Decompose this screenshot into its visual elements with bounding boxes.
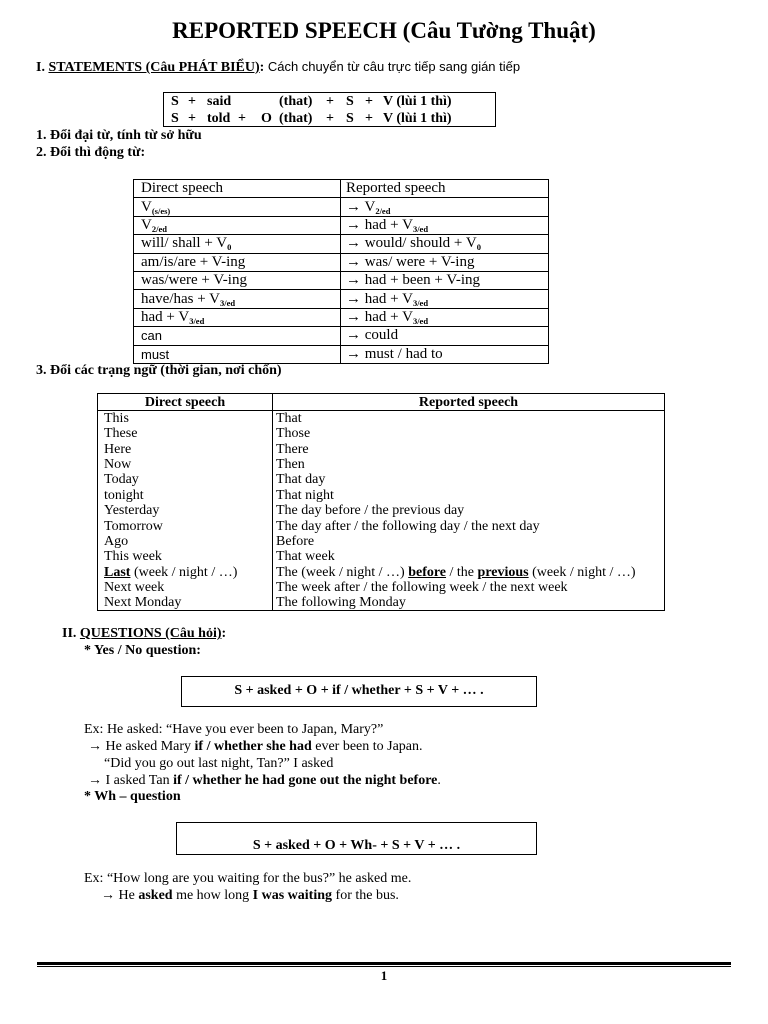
tense-reported-cell-run: → would/ should + V xyxy=(346,235,477,252)
adverb-direct-cell: This xyxy=(98,411,273,427)
tense-reported-cell-run: 2/ed xyxy=(375,205,391,216)
formula-token: + xyxy=(365,111,373,126)
page-number: 1 xyxy=(380,968,388,983)
adverb-table-row xyxy=(98,549,665,564)
yes-no-example-4 xyxy=(88,773,441,789)
adverb-table-row xyxy=(98,580,665,595)
formula-token: + xyxy=(326,111,334,126)
tense-reported-cell-run: 3/ed xyxy=(412,223,429,234)
adverb-table-row xyxy=(98,411,665,427)
adverb-table-row xyxy=(98,565,665,580)
yes-no-formula-box xyxy=(181,676,537,707)
adverb-reported-cell: Those xyxy=(273,426,665,441)
adverb-reported-cell-run: The (week / night / …) xyxy=(276,564,409,580)
formula-token: V (lùi 1 thì) xyxy=(383,94,452,109)
tense-direct-cell xyxy=(134,308,341,326)
wh-question-label: * Wh – question xyxy=(84,789,181,804)
tense-reported-cell xyxy=(341,216,549,234)
adverb-reported-cell: There xyxy=(273,441,665,456)
formula-row-said xyxy=(164,93,495,110)
tense-direct-cell: was/were + V-ing xyxy=(134,271,341,289)
adverb-reported-cell-run: / the xyxy=(446,564,478,580)
tense-direct-cell-run: V xyxy=(141,198,152,215)
tense-direct-cell xyxy=(134,290,341,308)
wh-example-2-run: I was waiting xyxy=(252,888,333,903)
yes-no-example-2-run: ever been to Japan. xyxy=(311,739,423,754)
statements-heading-run: STATEMENTS (Câu PHÁT BIỂU) xyxy=(48,60,260,75)
step-pronouns: 1. Đổi đại từ, tính từ sở hữu xyxy=(36,128,202,143)
tense-direct-cell xyxy=(134,198,341,216)
tense-reported-cell-run: 3/ed xyxy=(412,297,429,308)
statement-formula-box xyxy=(163,92,496,127)
tense-direct-cell-run: have/has + V xyxy=(141,290,220,307)
adverb-reported-cell: That day xyxy=(273,472,665,487)
tense-reported-cell-run: 3/ed xyxy=(412,315,429,326)
tense-table-row xyxy=(134,290,549,308)
adverb-direct-cell: Next week xyxy=(98,580,273,595)
adverb-change-table xyxy=(97,393,665,611)
adverb-reported-cell xyxy=(273,565,665,580)
adverb-reported-cell: The following Monday xyxy=(273,595,665,611)
adverb-direct-cell-run: (week / night / …) xyxy=(130,564,238,580)
wh-example-2-run: → He xyxy=(101,888,139,903)
tense-direct-cell-run: 3/ed xyxy=(220,297,236,308)
formula-token: + xyxy=(365,94,373,109)
statements-heading-line xyxy=(36,59,520,76)
adverb-reported-cell-run: (week / night / …) xyxy=(528,564,636,580)
adverb-direct-cell: Tomorrow xyxy=(98,518,273,533)
formula-token: S xyxy=(346,111,354,126)
adverb-reported-cell: The day after / the following day / the next day xyxy=(273,518,665,533)
tense-table-body xyxy=(134,198,549,364)
tense-reported-cell: → must / had to xyxy=(341,345,549,363)
formula-token: O xyxy=(261,111,272,126)
tense-reported-cell-run: → had + V xyxy=(346,308,413,325)
adverb-table-row xyxy=(98,472,665,487)
tense-table-row xyxy=(134,253,549,271)
adverb-reported-cell: Then xyxy=(273,457,665,472)
table-header-row xyxy=(134,180,549,198)
adverb-direct-cell: Next Monday xyxy=(98,595,273,611)
tense-table-row xyxy=(134,345,549,363)
statements-heading-note: Cách chuyển từ câu trực tiếp sang gián tiếp xyxy=(267,59,521,74)
tense-direct-cell: must xyxy=(134,345,341,363)
formula-token: told xyxy=(207,111,231,126)
tense-direct-cell-run: (s/es) xyxy=(151,205,171,216)
statements-heading-run: : xyxy=(259,60,265,75)
formula-token: + xyxy=(188,111,196,126)
adverb-direct-cell xyxy=(98,565,273,580)
tense-direct-cell-run: V xyxy=(141,216,152,233)
questions-heading-run: II. xyxy=(62,626,80,641)
table-header-row xyxy=(98,394,665,411)
yes-no-example-2 xyxy=(88,739,423,755)
formula-row-told xyxy=(164,110,495,127)
tense-direct-cell-run: had + V xyxy=(141,308,190,325)
tense-reported-cell xyxy=(341,308,549,326)
adverb-direct-cell: Today xyxy=(98,472,273,487)
wh-example-2 xyxy=(101,888,399,904)
yes-no-example-4-run: if / whether he had gone out the night before xyxy=(173,773,438,788)
wh-formula: S + asked + O + Wh- + S + V + … . xyxy=(252,838,461,853)
tense-reported-cell-run: 0 xyxy=(476,242,481,253)
tense-direct-cell xyxy=(134,216,341,234)
tense-reported-cell xyxy=(341,235,549,253)
adverb-reported-cell: The day before / the previous day xyxy=(273,503,665,518)
adverb-table-row xyxy=(98,534,665,549)
tense-direct-cell-run: 3/ed xyxy=(189,315,205,326)
formula-token: S xyxy=(171,94,179,109)
tense-direct-cell-run: 2/ed xyxy=(151,223,167,234)
tense-table-row xyxy=(134,216,549,234)
adverb-reported-cell-run: before xyxy=(408,564,447,580)
column-header-reported: Reported speech xyxy=(341,180,549,198)
tense-reported-cell-run: → V xyxy=(346,198,376,215)
statements-heading-run: I. xyxy=(36,60,49,75)
tense-table-row xyxy=(134,327,549,345)
statements-heading xyxy=(36,60,264,75)
yes-no-formula: S + asked + O + if / whether + S + V + … . xyxy=(234,683,484,698)
step-tenses: 2. Đổi thì động từ: xyxy=(36,145,146,160)
tense-direct-cell xyxy=(134,235,341,253)
adverb-direct-cell: Yesterday xyxy=(98,503,273,518)
adverb-reported-cell: Before xyxy=(273,534,665,549)
adverb-table-row xyxy=(98,457,665,472)
adverb-table-row xyxy=(98,426,665,441)
adverb-reported-cell: That night xyxy=(273,488,665,503)
tense-table-row xyxy=(134,198,549,216)
adverb-table-row xyxy=(98,488,665,503)
adverb-direct-cell: tonight xyxy=(98,488,273,503)
column-header-direct: Direct speech xyxy=(134,180,341,198)
column-header-reported: Reported speech xyxy=(273,394,665,411)
tense-reported-cell-run: → had + V xyxy=(346,216,413,233)
wh-formula-box xyxy=(176,822,537,855)
formula-token: + xyxy=(188,94,196,109)
formula-token: + xyxy=(326,94,334,109)
adverb-direct-cell: Ago xyxy=(98,534,273,549)
tense-table-row xyxy=(134,308,549,326)
yes-no-example-4-run: . xyxy=(437,773,441,788)
adverb-table-row xyxy=(98,503,665,518)
step-adverbs: 3. Đổi các trạng ngữ (thời gian, nơi chốn) xyxy=(36,363,282,378)
tense-direct-cell-run: 0 xyxy=(227,242,232,253)
adverb-table-row xyxy=(98,441,665,456)
formula-token: S xyxy=(171,111,179,126)
formula-token: (that) xyxy=(279,111,313,126)
yes-no-example-1: Ex: He asked: “Have you ever been to Japan, Mary?” xyxy=(84,722,384,737)
questions-heading-run: : xyxy=(221,626,227,641)
adverb-table-body xyxy=(98,411,665,611)
tense-reported-cell: → had + been + V-ing xyxy=(341,271,549,289)
footer-double-rule xyxy=(37,962,731,967)
adverb-direct-cell: This week xyxy=(98,549,273,564)
adverb-direct-cell: Here xyxy=(98,441,273,456)
formula-token: (that) xyxy=(279,94,313,109)
adverb-reported-cell: That xyxy=(273,411,665,427)
yes-no-label: * Yes / No question: xyxy=(84,643,201,658)
formula-token: said xyxy=(207,94,232,109)
yes-no-example-2-run: if / whether she had xyxy=(194,739,312,754)
questions-heading-run: QUESTIONS (Câu hỏi) xyxy=(79,626,222,641)
tense-reported-cell: → could xyxy=(341,327,549,345)
tense-table-row xyxy=(134,271,549,289)
wh-example-2-run: for the bus. xyxy=(332,888,399,903)
tense-change-table xyxy=(133,179,549,364)
yes-no-example-3: “Did you go out last night, Tan?” I asked xyxy=(104,756,334,771)
adverb-table-row xyxy=(98,518,665,533)
tense-direct-cell: can xyxy=(134,327,341,345)
wh-example-2-run: asked xyxy=(138,888,173,903)
formula-token: V (lùi 1 thì) xyxy=(383,111,452,126)
questions-heading xyxy=(62,626,226,642)
adverb-direct-cell: These xyxy=(98,426,273,441)
tense-direct-cell: am/is/are + V-ing xyxy=(134,253,341,271)
tense-reported-cell-run: → had + V xyxy=(346,290,413,307)
yes-no-example-4-run: → I asked Tan xyxy=(88,773,174,788)
column-header-direct: Direct speech xyxy=(98,394,273,411)
adverb-table-row xyxy=(98,595,665,611)
adverb-direct-cell-run: Last xyxy=(104,564,131,580)
formula-token: + xyxy=(238,111,246,126)
formula-token: S xyxy=(346,94,354,109)
tense-table-row xyxy=(134,235,549,253)
tense-reported-cell: → was/ were + V-ing xyxy=(341,253,549,271)
page-title: REPORTED SPEECH (Câu Tường Thuật) xyxy=(172,18,596,43)
tense-direct-cell-run: will/ shall + V xyxy=(141,235,228,252)
adverb-direct-cell: Now xyxy=(98,457,273,472)
tense-reported-cell xyxy=(341,290,549,308)
adverb-reported-cell: The week after / the following week / the next week xyxy=(273,580,665,595)
adverb-reported-cell: That week xyxy=(273,549,665,564)
yes-no-example-2-run: → He asked Mary xyxy=(88,739,195,754)
tense-reported-cell xyxy=(341,198,549,216)
adverb-reported-cell-run: previous xyxy=(477,564,529,580)
wh-example-1: Ex: “How long are you waiting for the bus?” he asked me. xyxy=(84,871,412,886)
wh-example-2-run: me how long xyxy=(172,888,253,903)
